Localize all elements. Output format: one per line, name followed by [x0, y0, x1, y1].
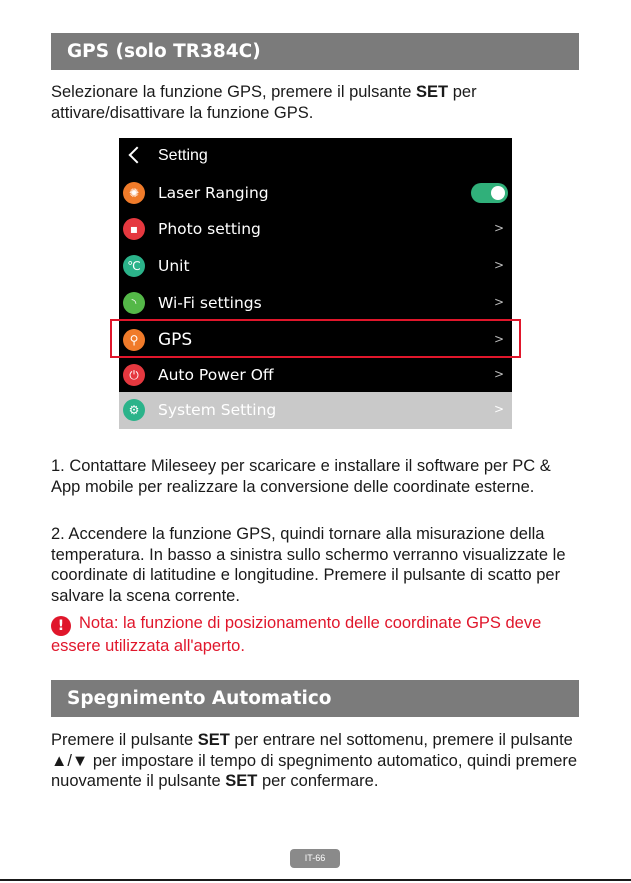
- chevron-right-icon: >: [493, 221, 504, 235]
- settings-item-laser-ranging[interactable]: [119, 175, 512, 212]
- settings-item-unit[interactable]: [119, 248, 512, 285]
- auto-off-text-3: per confermare.: [257, 772, 379, 790]
- page-number-badge: IT-66: [290, 849, 340, 868]
- settings-item-label: GPS: [158, 330, 193, 350]
- settings-item-label: Unit: [158, 257, 190, 275]
- back-arrow-icon[interactable]: [129, 147, 146, 164]
- auto-off-text-1: Premere il pulsante: [51, 731, 198, 749]
- chevron-right-icon: >: [493, 258, 504, 272]
- auto-off-set-keyword-2: SET: [225, 772, 258, 790]
- step-1-paragraph: 1. Contattare Mileseey per scaricare e installare il software per PC & App mobile per realizzare la conversione delle coordinate esterne.: [51, 457, 551, 496]
- note-text: Nota: la funzione di posizionamento delle coordinate GPS deve essere utilizzata all'aperto.: [51, 614, 542, 655]
- device-settings-screenshot: [119, 138, 512, 429]
- warning-icon: !: [51, 616, 71, 636]
- gps-intro-set-keyword: SET: [416, 83, 449, 101]
- auto-off-text-2: per entrare nel sottomenu, premere il pulsante ▲/▼ per impostare il tempo di spegnimento automatico, quindi premere nuovamente il pulsante: [51, 731, 578, 790]
- settings-item-wifi[interactable]: [119, 285, 512, 322]
- photo-icon: ▪: [123, 218, 145, 240]
- settings-item-auto-power-off[interactable]: [119, 357, 512, 394]
- laser-ranging-toggle[interactable]: [471, 183, 508, 203]
- settings-item-label: Laser Ranging: [158, 184, 269, 202]
- bottom-divider: [0, 879, 631, 881]
- gps-intro-text-1: Selezionare la funzione GPS, premere il pulsante: [51, 83, 417, 101]
- settings-header: [119, 138, 512, 175]
- chevron-right-icon: >: [493, 332, 504, 346]
- toggle-knob: [491, 186, 505, 200]
- chevron-right-icon: >: [493, 295, 504, 309]
- settings-item-photo-setting[interactable]: [119, 211, 512, 248]
- section-heading-auto-off: Spegnimento Automatico: [51, 680, 579, 717]
- auto-off-paragraph: [51, 730, 579, 792]
- gps-outdoor-note: [51, 613, 579, 657]
- laser-icon: ✺: [123, 182, 145, 204]
- settings-item-label: Photo setting: [158, 220, 261, 238]
- gps-highlight-box: [110, 319, 521, 358]
- gear-icon: ⚙: [123, 399, 145, 421]
- settings-item-system-setting[interactable]: [119, 392, 512, 429]
- location-icon: ⚲: [123, 329, 145, 351]
- settings-item-label: System Setting: [158, 401, 277, 419]
- wifi-icon: ◝: [123, 292, 145, 314]
- settings-item-label: Wi-Fi settings: [158, 294, 262, 312]
- chevron-right-icon: >: [493, 402, 504, 416]
- chevron-right-icon: >: [493, 367, 504, 381]
- step-2-paragraph: 2. Accendere la funzione GPS, quindi tornare alla misurazione della temperatura. In basso a sinistra sullo schermo verranno visualizzate le coordinate di latitudine e longitudine. Premere il pulsante di scatto per salvare la scena corrente.: [51, 525, 566, 605]
- thermometer-icon: ℃: [123, 255, 145, 277]
- section-heading-gps: GPS (solo TR384C): [51, 33, 579, 70]
- gps-intro-text-2: per attivare/disattivare la funzione GPS.: [51, 83, 477, 122]
- settings-item-label: Auto Power Off: [158, 366, 274, 384]
- settings-title: Setting: [158, 147, 208, 164]
- auto-off-set-keyword-1: SET: [197, 731, 230, 749]
- gps-intro-paragraph: [51, 82, 579, 123]
- power-icon: ⏻: [123, 364, 145, 386]
